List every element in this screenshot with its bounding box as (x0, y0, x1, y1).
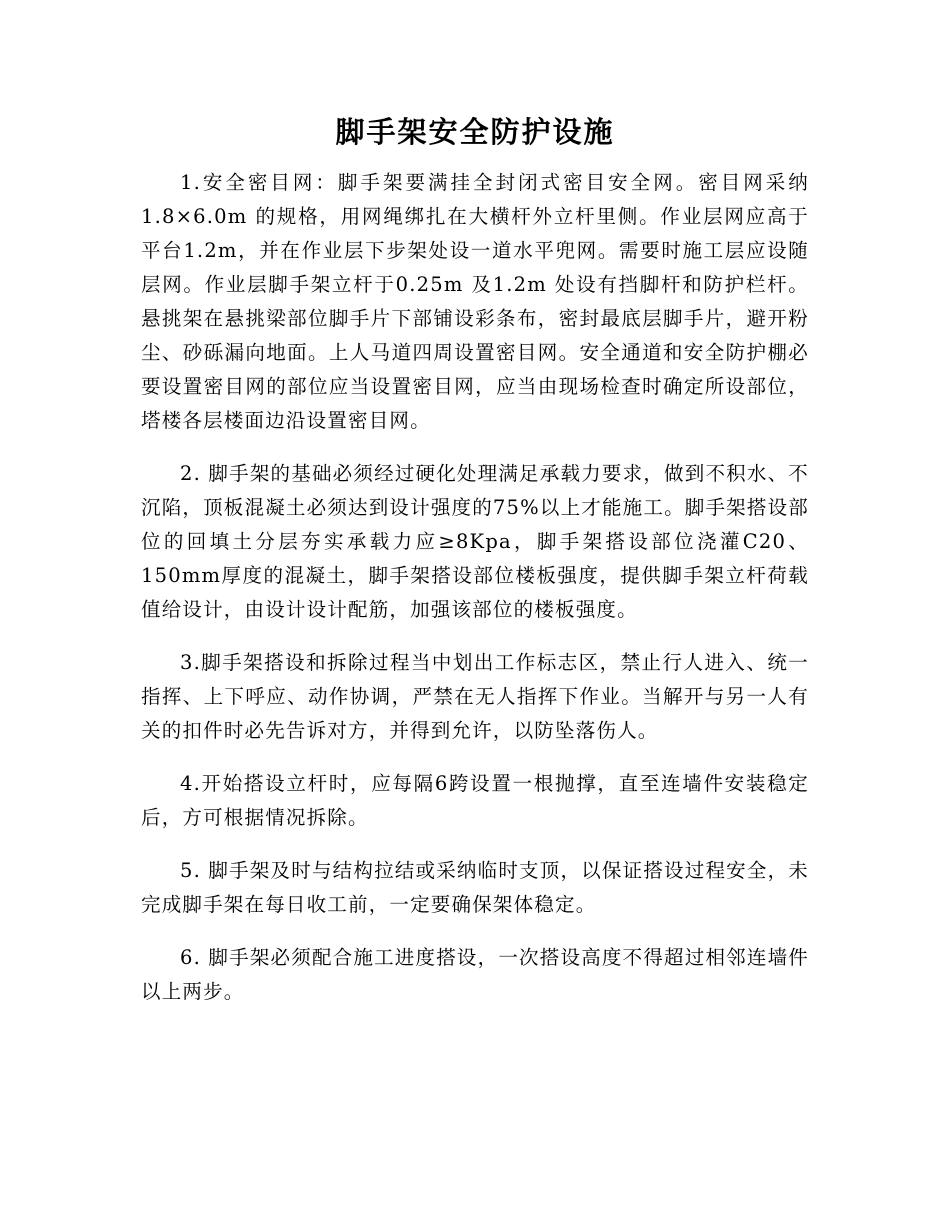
paragraph-2: 2. 脚手架的基础必须经过硬化处理满足承载力要求，做到不积水、不沉陷，顶板混凝土必须达到设计强度的75%以上才能施工。脚手架搭设部位的回填土分层夯实承载力应≥8Kpa，脚手架搭设部位浇灌C20、150mm厚度的混凝土，脚手架搭设部位楼板强度，提供脚手架立杆荷载值给设计，由设计设计配筋，加强该部位的楼板强度。 (141, 462, 809, 621)
paragraph-3: 3.脚手架搭设和拆除过程当中划出工作标志区，禁止行人进入、统一指挥、上下呼应、动作协调，严禁在无人指挥下作业。当解开与另一人有关的扣件时必先告诉对方，并得到允许，以防坠落伤人。 (141, 651, 809, 742)
paragraph-4: 4.开始搭设立杆时，应每隔6跨设置一根抛撑，直至连墙件安装稳定后，方可根据情况拆除。 (141, 772, 809, 829)
paragraph-1: 1.安全密目网：脚手架要满挂全封闭式密目安全网。密目网采纳1.8×6.0m 的规格，用网绳绑扎在大横杆外立杆里侧。作业层网应高于平台1.2m，并在作业层下步架处设一道水平兜网。需要时施工层应设随层网。作业层脚手架立杆于0.25m 及1.2m 处设有挡脚杆和防护栏杆。悬挑架在悬挑梁部位脚手片下部铺设彩条布，密封最底层脚手片，避开粉尘、砂砾漏向地面。上人马道四周设置密目网。安全通道和安全防护棚必要设置密目网的部位应当设置密目网，应当由现场检查时确定所设部位，塔楼各层楼面边沿设置密目网。 (141, 171, 809, 432)
paragraph-5: 5. 脚手架及时与结构拉结或采纳临时支顶，以保证搭设过程安全，未完成脚手架在每日收工前，一定要确保架体稳定。 (141, 859, 809, 916)
document-title: 脚手架安全防护设施 (335, 115, 615, 149)
paragraph-6: 6. 脚手架必须配合施工进度搭设，一次搭设高度不得超过相邻连墙件以上两步。 (141, 946, 809, 1003)
document-body (141, 166, 809, 1028)
